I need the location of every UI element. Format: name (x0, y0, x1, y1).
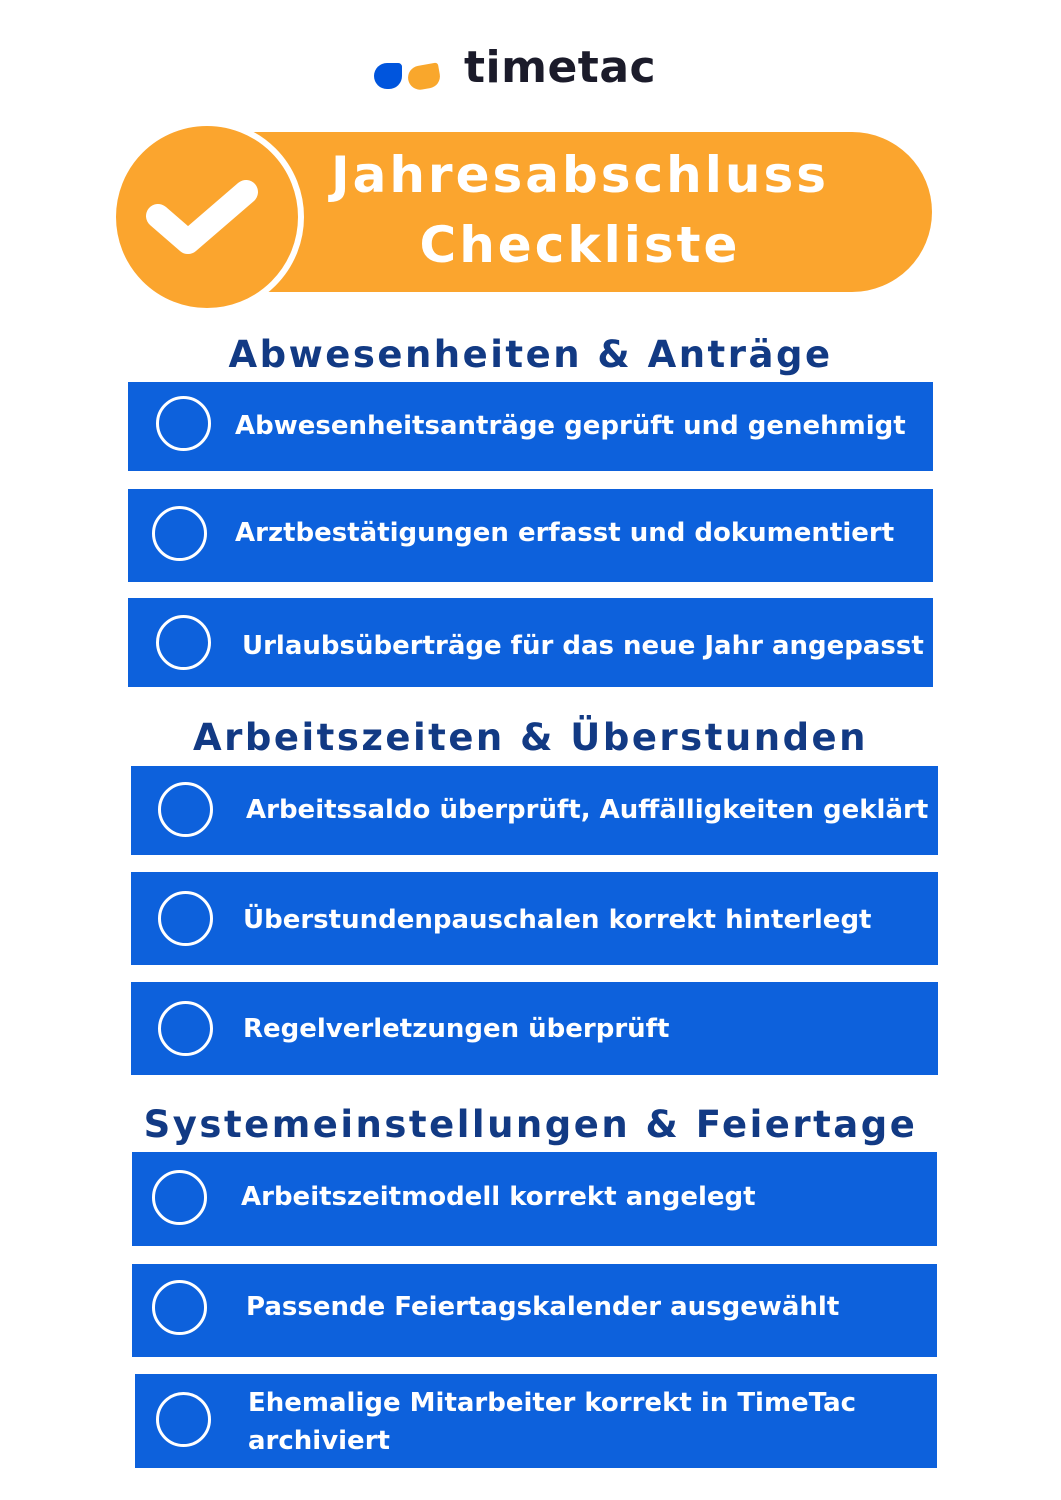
checklist-item[interactable] (132, 1264, 937, 1357)
checklist-item[interactable] (131, 872, 938, 965)
checklist-item-label: Arztbestätigungen erfasst und dokumentiert (235, 518, 895, 548)
checkbox-circle-icon[interactable] (156, 396, 211, 451)
checkbox-circle-icon[interactable] (152, 506, 207, 561)
checkmark-icon (116, 126, 298, 308)
section-heading-system-settings: Systemeinstellungen & Feiertage (143, 1103, 918, 1146)
checkbox-circle-icon[interactable] (152, 1280, 207, 1335)
page-title (300, 140, 860, 280)
checklist-item-label: Urlaubsüberträge für das neue Jahr angepasst (242, 631, 924, 661)
checkbox-circle-icon[interactable] (156, 1392, 211, 1447)
checkbox-circle-icon[interactable] (156, 615, 211, 670)
section-heading-working-times: Arbeitszeiten & Überstunden (192, 716, 868, 759)
timetac-logo (374, 42, 657, 96)
checkmark-badge (110, 120, 304, 314)
checklist-item[interactable] (131, 766, 938, 855)
section-heading-absences: Abwesenheiten & Anträge (228, 333, 833, 376)
logo-dot-orange-icon (406, 62, 442, 91)
checklist-item[interactable] (128, 382, 933, 471)
logo-text: timetac (464, 42, 657, 93)
checklist-item-label-line1: Ehemalige Mitarbeiter korrekt in TimeTac (248, 1388, 857, 1418)
checklist-item-label: Arbeitssaldo überprüft, Auffälligkeiten geklärt (246, 795, 929, 825)
checklist-item[interactable] (128, 489, 933, 582)
checklist-item-label: Abwesenheitsanträge geprüft und genehmigt (235, 411, 906, 441)
checklist-item-label-line2: archiviert (248, 1426, 390, 1456)
checklist-item-label: Regelverletzungen überprüft (243, 1014, 670, 1044)
page-title-line2: Checkliste (419, 216, 741, 274)
checklist-item-label: Arbeitszeitmodell korrekt angelegt (241, 1182, 756, 1212)
timetac-logo-icon (374, 51, 446, 91)
checklist-item[interactable] (135, 1374, 937, 1468)
checkbox-circle-icon[interactable] (158, 891, 213, 946)
checklist-item[interactable] (132, 1152, 937, 1246)
checklist-item-label: Überstundenpauschalen korrekt hinterlegt (243, 905, 872, 935)
logo-dot-blue-icon (374, 63, 402, 89)
checklist-item-label: Passende Feiertagskalender ausgewählt (246, 1292, 840, 1322)
checklist-item-label (248, 1384, 856, 1460)
checkbox-circle-icon[interactable] (152, 1170, 207, 1225)
checklist-item[interactable] (128, 598, 933, 687)
checkbox-circle-icon[interactable] (158, 1001, 213, 1056)
checkbox-circle-icon[interactable] (158, 782, 213, 837)
checklist-item[interactable] (131, 982, 938, 1075)
page-title-line1: Jahresabschluss (330, 146, 830, 204)
